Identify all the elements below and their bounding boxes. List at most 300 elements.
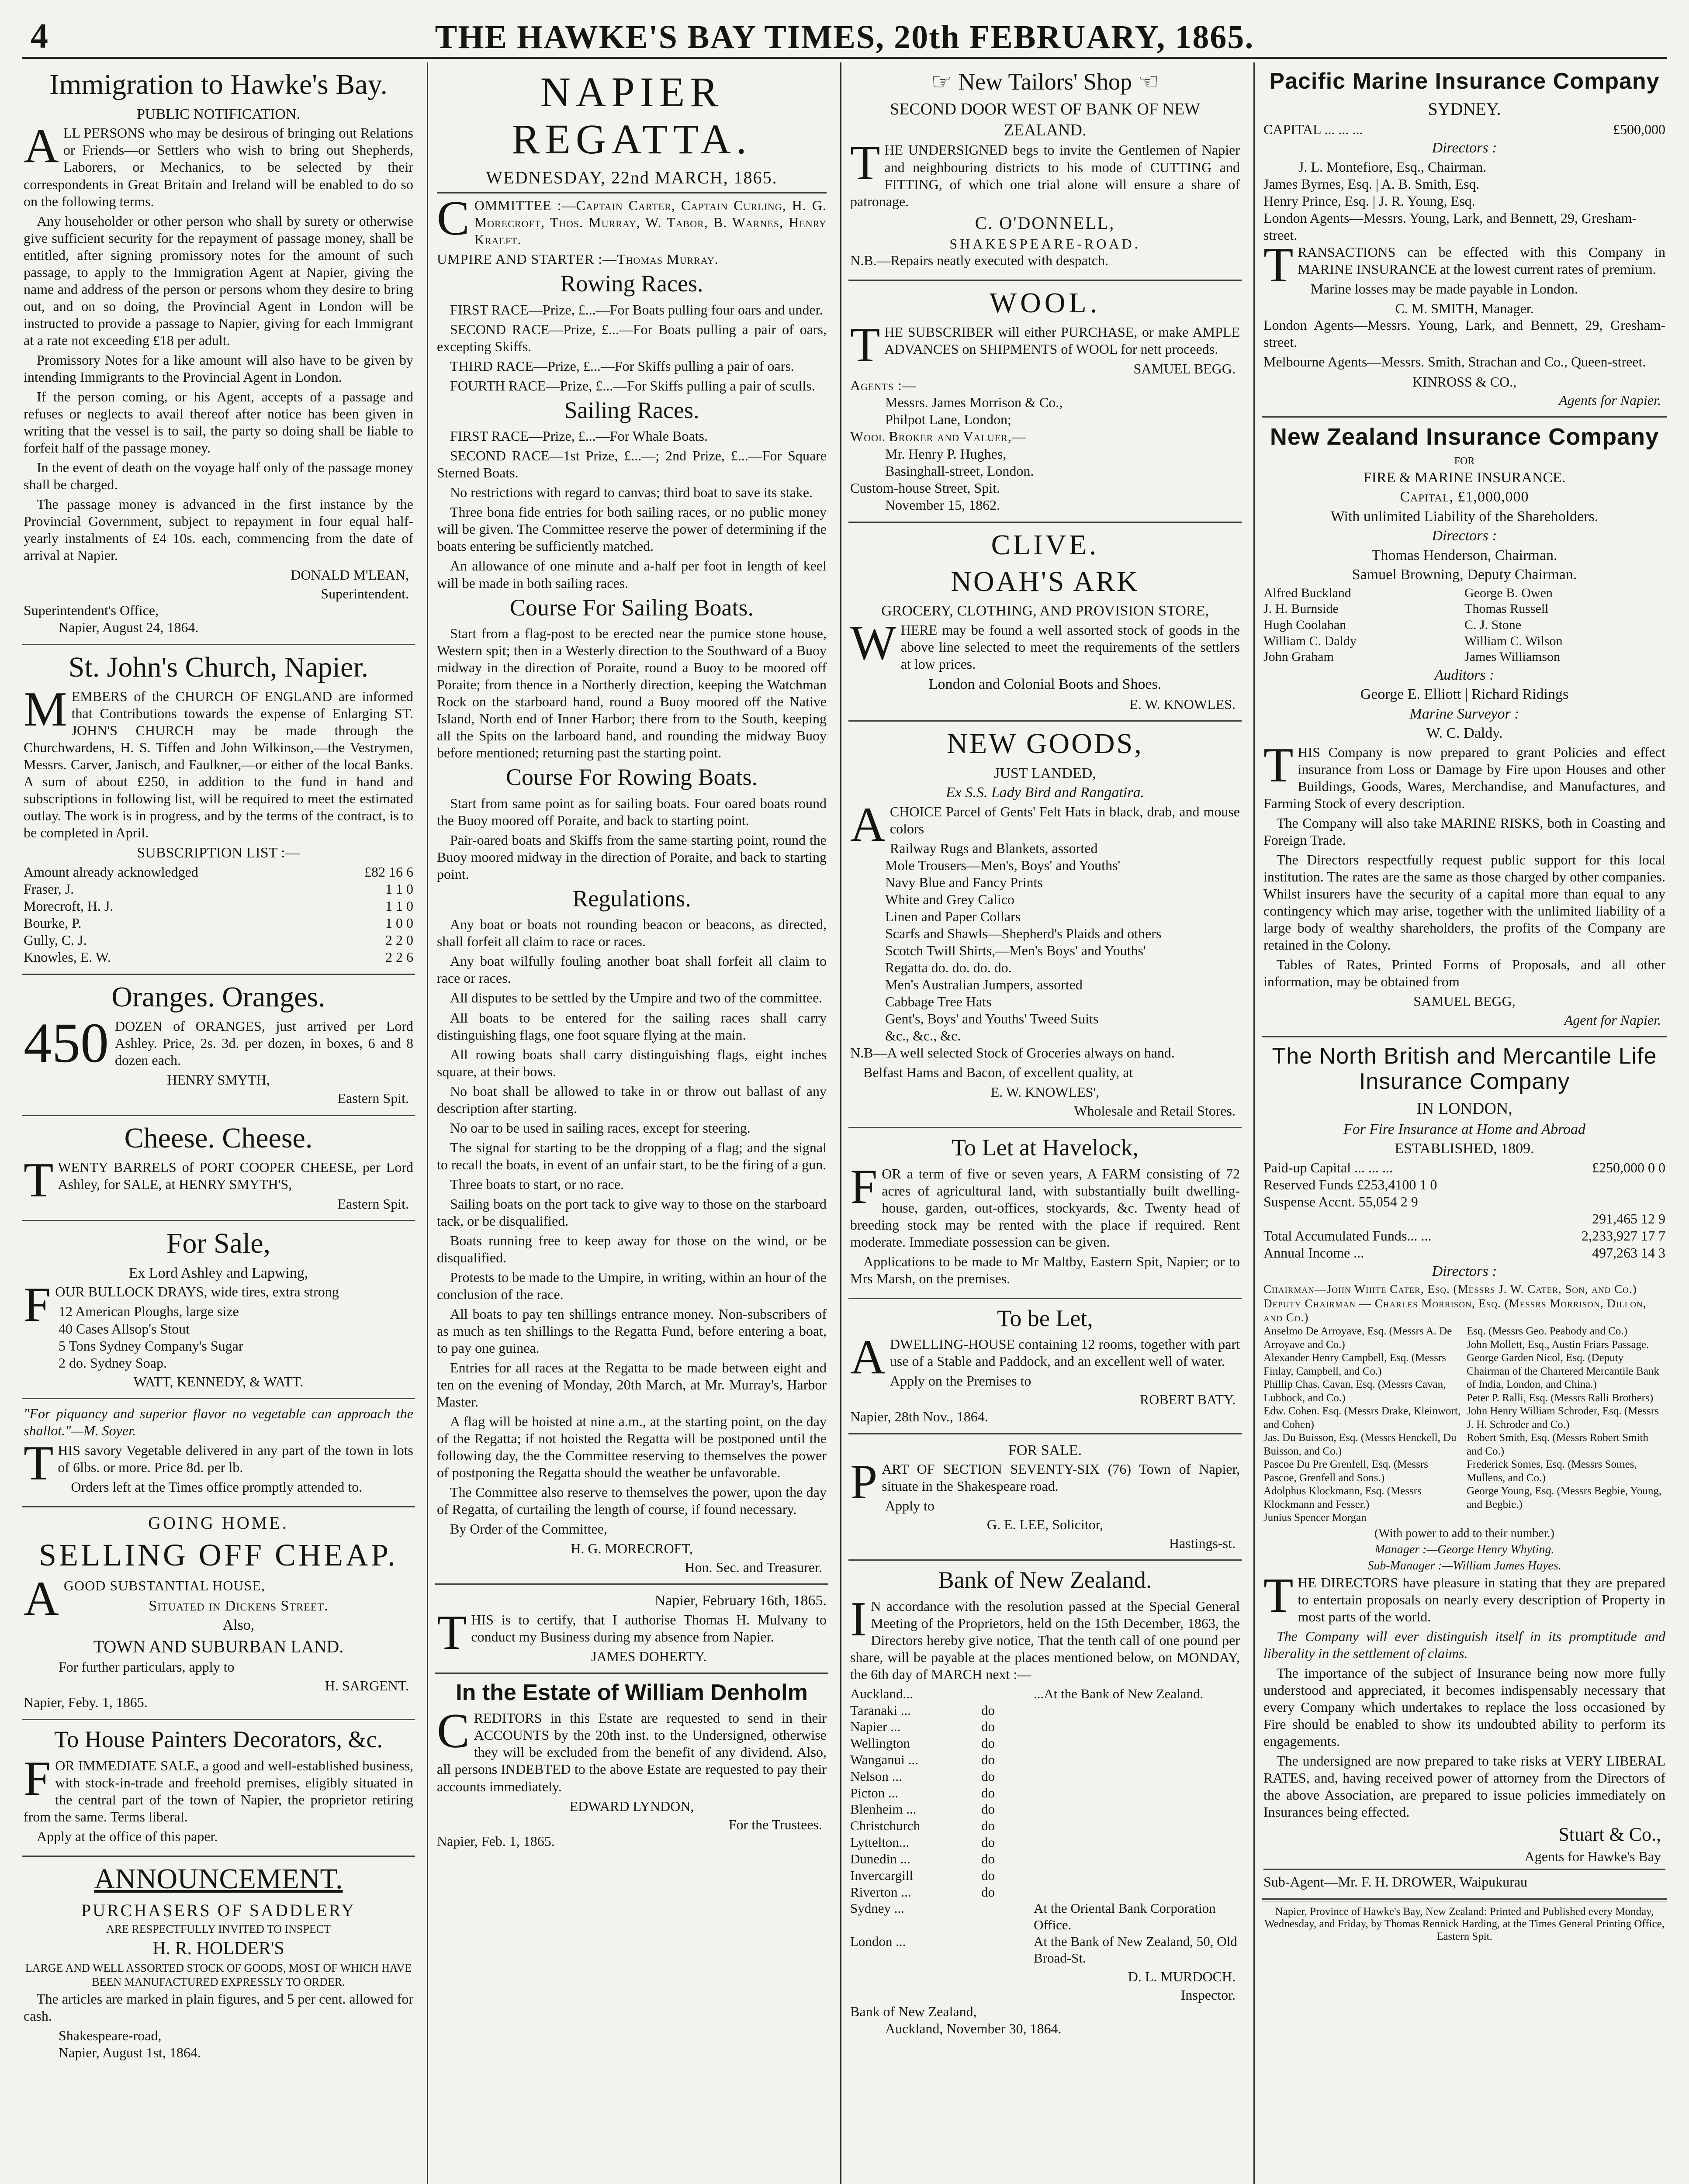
regulation-item: A flag will be hoisted at nine a.m., at the starting point, on the day of the Regatta; if not hoisted the Regatta will be postponed until the following day, the the Committee reserving to themselves the power of postponing the Regatta should the weather be unfavorable.	[437, 1413, 827, 1481]
finance-row	[1263, 1193, 1665, 1210]
ad-signer: C. O'DONNELL,	[975, 213, 1115, 233]
ad-subheading: London and Colonial Boots and Shoes.	[928, 676, 1162, 693]
ad-kicker: CLIVE.	[991, 529, 1099, 561]
table-row	[850, 1818, 1240, 1834]
list-item: Scotch Twill Shirts,—Men's Boys' and Youths'	[885, 943, 1146, 959]
branch-place: Wellington	[850, 1735, 910, 1751]
auditors-label: Auditors :	[1434, 667, 1495, 683]
agents-label: Agents :—	[850, 377, 917, 394]
manager-line: Sub-Manager :—William James Hayes.	[1367, 1559, 1561, 1572]
director-line: Samuel Browning, Deputy Chairman.	[1352, 567, 1577, 583]
column-rule	[1253, 62, 1255, 2184]
ad-heading: St. John's Church, Napier.	[68, 651, 369, 684]
director-name: Peter P. Ralli, Esq. (Messrs Ralli Brothers)	[1467, 1392, 1654, 1404]
ad-paragraph: Tables of Rates, Printed Forms of Proposals, and all other information, may be obtained from	[1263, 957, 1665, 990]
branch-place: Picton ...	[850, 1785, 899, 1800]
ad-doherty-notice	[435, 1585, 828, 1674]
director-line: London Agents—Messrs. Young, Lark, and Bennett, 29, Gresham-street.	[1263, 210, 1637, 243]
regulation-item: All boats to pay ten shillings entrance money. Non-subscribers of as much as ten shillings to the Regatta Fund, before entering a boat, to pay one guinea.	[437, 1306, 827, 1356]
section-heading: Rowing Races.	[560, 270, 703, 297]
ad-subheading: Ex S.S. Lady Bird and Rangatira.	[946, 784, 1144, 801]
ad-apply: Applications to be made to Mr Maltby, Eastern Spit, Napier; or to Mrs Marsh, on the premises.	[850, 1253, 1240, 1286]
ad-heading: ANNOUNCEMENT.	[94, 1863, 343, 1895]
list-item: 40 Cases Allsop's Stout	[59, 1320, 190, 1337]
ad-subheading: IN LONDON,	[1416, 1099, 1512, 1118]
ad-wool	[848, 281, 1242, 523]
list-item: 2 do. Sydney Soap.	[59, 1355, 167, 1371]
race-item: SECOND RACE—Prize, £...—For Boats pulling a pair of oars, excepting Skiffs.	[437, 321, 827, 354]
broker-label: Wool Broker and Valuer,—	[850, 429, 1026, 445]
director-name: Edw. Cohen. Esq. (Messrs Drake, Kleinwort, and Cohen)	[1263, 1405, 1461, 1431]
table-row	[850, 1735, 1240, 1752]
ad-paragraph: COMMITTEE :—Captain Carter, Captain Curling, H. G. Morecroft, Thos. Murray, W. Tabor, B. Warnes, Henry Kraeft.	[437, 191, 827, 248]
branch-where: At the Oriental Bank Corporation Office.	[1034, 1901, 1216, 1933]
table-row	[850, 1900, 1240, 1933]
regulation-item: Sailing boats on the port tack to give way to those on the starboard tack, or be disqualified.	[437, 1196, 827, 1229]
list-heading: SUBSCRIPTION LIST :—	[137, 845, 300, 861]
table-row	[850, 1785, 1240, 1801]
director-name: George B. Owen	[1464, 585, 1553, 600]
branch-where: do	[981, 1851, 995, 1866]
director-name: J. H. Burnside	[1263, 601, 1339, 616]
ad-signer: KINROSS & CO.,	[1412, 373, 1517, 390]
director-line: J. L. Montefiore, Esq., Chairman.	[1298, 159, 1487, 175]
regulation-item: All boats to be entered for the sailing races shall carry distinguishing flags, one foot square flying at the main.	[437, 1009, 827, 1043]
director-name: Thomas Russell	[1464, 601, 1549, 616]
bank-branch-table	[850, 1686, 1240, 1966]
ad-subheading: SECOND DOOR WEST OF BANK OF NEW ZEALAND.	[889, 100, 1201, 139]
race-item: FIRST RACE—Prize, £...—For Whale Boats.	[450, 428, 708, 444]
ad-signer: HENRY SMYTH,	[167, 1071, 270, 1088]
director-name: Pascoe Du Pre Grenfell, Esq. (Messrs Pascoe, Grenfell and Sons.)	[1263, 1458, 1429, 1484]
ad-paragraph: THIS savory Vegetable delivered in any part of the town in lots of 6lbs. or more. Price 8d. per lb.	[24, 1436, 413, 1491]
ad-paragraph: THE SUBSCRIBER will either PURCHASE, or make AMPLE ADVANCES on SHIPMENTS of WOOL for nett proceeds.	[850, 318, 1240, 372]
ad-heading-text: New Tailors' Shop	[958, 69, 1132, 95]
ad-date: November 15, 1862.	[885, 497, 1000, 513]
ad-signer-title: Superintendent.	[321, 585, 409, 601]
ad-heading: NAPIER REGATTA.	[512, 69, 752, 162]
ad-paragraph: The Company will also take MARINE RISKS, both in Coasting and Foreign Trade.	[1263, 815, 1665, 848]
list-item: Mole Trousers—Men's, Boys' and Youths'	[885, 857, 1121, 873]
ad-heading: Cheese. Cheese.	[124, 1122, 313, 1154]
ad-signer: G. E. LEE, Solicitor,	[986, 1517, 1104, 1533]
regulation-item: All disputes to be settled by the Umpire and two of the committee.	[450, 990, 823, 1006]
ad-paragraph: CREDITORS in this Estate are requested to send in their ACCOUNTS by the 20th inst. to the Undersigned, otherwise they will be excluded from the benefit of any dividend. Also, all persons INDEBTED to the above Estate are requested to pay their accounts immediately.	[437, 1704, 827, 1794]
ad-signer-title: Inspector.	[1180, 1987, 1236, 2003]
list-item-name: Gully, C. J.	[24, 932, 87, 948]
regulation-item: Any boat wilfully fouling another boat shall forfeit all claim to race or races.	[437, 953, 827, 986]
regulation-item: Protests to be made to the Umpire, in writing, within an hour of the conclusion of the race.	[437, 1269, 827, 1302]
column-4	[1262, 62, 1667, 2184]
manager-line: Manager :—George Henry Whyting.	[1374, 1542, 1554, 1556]
table-row	[850, 1933, 1240, 1966]
agent-line: Messrs. James Morrison & Co.,	[885, 394, 1063, 411]
ad-heading: WOOL.	[989, 287, 1101, 319]
list-item: &c., &c., &c.	[885, 1028, 961, 1044]
ad-heading: To be Let,	[997, 1305, 1093, 1331]
branch-place: Riverton ...	[850, 1884, 911, 1900]
ad-paragraph: THIS Company is now prepared to grant Policies and effect insurance from Loss or Damage by Fire upon Houses and other Buildings, Goods, Wares, Merchandise, and Manufactures, and Farming Stock of every description.	[1263, 738, 1665, 811]
ad-paragraph: THIS is to certify, that I authorise Thomas H. Mulvany to conduct my Business during my absence from Napier.	[437, 1605, 827, 1660]
ad-subheading: FOR SALE.	[1008, 1442, 1082, 1458]
table-row	[850, 1851, 1240, 1867]
ad-paragraph: TRANSACTIONS can be effected with this Company in MARINE INSURANCE at the lowest current rates of premium.	[1263, 238, 1665, 292]
ad-napier-regatta	[435, 62, 828, 1585]
ad-liability: With unlimited Liability of the Shareholders.	[1330, 508, 1599, 525]
ad-paragraph: MEMBERS of the CHURCH OF ENGLAND are informed that Contributions towards the expense of Enlarging ST. JOHN'S CHURCH may be made through the Churchwardens, H. S. Tiffen and John Wilkinson,—the Vestrymen, Messrs. Carver, Janisch, and Faulkner,—or either of the local Banks. A sum of about £250, in addition to the fund in hand and subscriptions in following list, will be required to meet the estimated outlay. The work is in progress, and by the terms of the contract, is to be completed in April.	[24, 682, 413, 841]
finance-row	[1263, 1210, 1665, 1227]
ad-paragraph: The Company will ever distinguish itself in its promptitude and liberality in the settlement of claims.	[1263, 1628, 1665, 1662]
list-item: Navy Blue and Fancy Prints	[885, 874, 1043, 890]
finance-row	[1263, 1176, 1665, 1193]
list-item	[24, 864, 413, 881]
finance-amount: 291,465 12 9	[1592, 1211, 1665, 1227]
ad-paragraph: DOZEN of ORANGES, just arrived per Lord Ashley. Price, 2s. 3d. per dozen, in boxes, 6 and 8 dozen each.	[115, 1018, 413, 1068]
directors-left	[1263, 585, 1464, 665]
branch-where: do	[981, 1884, 995, 1900]
ad-place: Eastern Spit.	[337, 1196, 409, 1212]
page-number: 4	[31, 17, 48, 55]
column-3	[848, 62, 1242, 2184]
ad-announcement	[22, 1857, 415, 2069]
ad-paragraph: Marine losses may be made payable in London.	[1311, 280, 1578, 297]
list-item-name: Fraser, J.	[24, 881, 74, 897]
table-row	[850, 1884, 1240, 1901]
ad-date: WEDNESDAY, 22nd MARCH, 1865.	[486, 168, 778, 188]
ad-noahs-ark	[848, 523, 1242, 722]
table-row	[850, 1702, 1240, 1719]
ad-paragraph: The undersigned are now prepared to take risks at VERY LIBERAL RATES, and, having received power of attorney from the Directors of the above Association, are prepared to issue policies immediately on Insurances being effected.	[1263, 1753, 1665, 1820]
ad-place: SHAKESPEARE-ROAD.	[949, 235, 1141, 252]
ad-signer: ROBERT BATY.	[1139, 1392, 1236, 1408]
director-name: Hugh Coolahan	[1263, 617, 1346, 632]
branch-where: At the Bank of New Zealand, 50, Old Broad-St.	[1034, 1933, 1237, 1966]
ad-signer: Stuart & Co.,	[1558, 1824, 1661, 1845]
director-line: James Byrnes, Esq. | A. B. Smith, Esq.	[1263, 176, 1480, 192]
ad-paragraph: In the event of death on the voyage half only of the passage money shall be charged.	[24, 460, 413, 493]
ad-signer-title: Hastings-st.	[1169, 1535, 1236, 1551]
ad-section-sale	[848, 1434, 1242, 1561]
ad-heading	[850, 69, 1240, 95]
list-item: 5 Tons Sydney Company's Sugar	[59, 1337, 243, 1354]
table-row	[850, 1686, 1240, 1702]
branch-where: do	[981, 1801, 995, 1817]
ad-signer-title: For the Trustees.	[728, 1816, 822, 1832]
ad-place: Shakespeare-road,	[59, 2027, 162, 2043]
list-item: 12 American Ploughs, large size	[59, 1303, 239, 1320]
list-item-name: Bourke, P.	[24, 915, 82, 931]
ad-to-be-let	[848, 1299, 1242, 1434]
columns	[22, 59, 1667, 2184]
branch-place: Napier ...	[850, 1719, 901, 1735]
ad-north-british	[1262, 1037, 1667, 1900]
ad-paragraph: ACHOICE Parcel of Gents' Felt Hats in black, drab, and mouse colors	[850, 797, 1240, 852]
section-heading: Course For Rowing Boats.	[505, 764, 758, 791]
list-item	[24, 932, 413, 949]
ad-signer: DONALD M'LEAN,	[291, 567, 409, 583]
director-line: Henry Prince, Esq. | J. R. Young, Esq.	[1263, 193, 1475, 209]
branch-place: Wanganui ...	[850, 1752, 918, 1768]
branch-where: do	[981, 1835, 995, 1850]
ad-paragraph: The articles are marked in plain figures, and 5 per cent. allowed for cash.	[24, 1990, 413, 2024]
ad-havelock	[848, 1128, 1242, 1299]
list-item: Linen and Paper Collars	[885, 909, 1021, 925]
ad-signer: E. W. KNOWLES',	[990, 1084, 1100, 1100]
pointing-hand-icon: ☞	[931, 69, 959, 95]
ad-subheading: TOWN AND SUBURBAN LAND.	[93, 1636, 344, 1656]
auditors-line: George E. Elliott | Richard Ridings	[1360, 686, 1569, 703]
ad-note: Apply at the office of this paper.	[37, 1828, 218, 1844]
ad-subheading: JUST LANDED,	[994, 765, 1096, 781]
director-line: Thomas Henderson, Chairman.	[1371, 547, 1557, 563]
ad-signer-title: Agents for Napier.	[1559, 392, 1661, 408]
ad-paragraph: Belfast Hams and Bacon, of excellent quality, at	[863, 1064, 1133, 1081]
section-heading: Regulations.	[572, 885, 691, 912]
branch-place: Blenheim ...	[850, 1801, 917, 1817]
masthead	[22, 9, 1667, 59]
ad-heading: The North British and Mercantile Life Insurance Company	[1272, 1043, 1657, 1095]
ad-paragraph: Start from same point as for sailing boats. Four oared boats round the Buoy moored off Poraite, and back to starting point.	[437, 795, 827, 828]
branch-where: do	[981, 1735, 995, 1751]
ad-paragraph: Promissory Notes for a like amount will also have to be given by intending Immigrants to the Provincial Agent in London.	[24, 352, 413, 385]
list-item-amount: 1 1 0	[385, 898, 413, 914]
finance-row	[1263, 1244, 1665, 1261]
column-2	[435, 62, 828, 2184]
list-item-name: Amount already acknowledged	[24, 864, 198, 880]
ad-apply: For further particulars, apply to	[59, 1659, 235, 1675]
table-row	[850, 1768, 1240, 1785]
branch-where: do	[981, 1768, 995, 1784]
section-heading: Course For Sailing Boats.	[509, 594, 754, 621]
ad-subheading: PURCHASERS OF SADDLERY	[81, 1900, 356, 1920]
ad-big-number: 450	[24, 1011, 109, 1075]
ad-paragraph: Three bona fide entries for both sailing races, or no public money will be given. The Committee reserve the power of determining if the boats entering be sufficiently matched.	[437, 504, 827, 554]
director-name: George Garden Nicol, Esq. (Deputy Chairman of the Chartered Mercantile Bank of India, London, and China.)	[1467, 1352, 1659, 1391]
branch-place: Nelson ...	[850, 1768, 902, 1784]
ad-paragraph: WHERE may be found a well assorted stock of goods in the above line selected to meet the requirements of the settlers at low prices.	[850, 615, 1240, 672]
director-name: George Young, Esq. (Messrs Begbie, Young, and Begbie.)	[1467, 1485, 1662, 1510]
ad-pacific-marine	[1262, 62, 1667, 418]
regulation-item: Boats running free to keep away for those on the wind, or be disqualified.	[437, 1232, 827, 1265]
list-item	[24, 898, 413, 915]
ad-paragraph: IN accordance with the resolution passed at the Special General Meeting of the Proprietors, held on the 15th December, 1863, the Directors hereby give notice, That the tenth call of one pound per share, will be payable at the places mentioned below, on MONDAY, the 6th day of MARCH next :—	[850, 1592, 1240, 1682]
divider	[1263, 1869, 1665, 1870]
race-item: FIRST RACE—Prize, £...—For Boats pulling four oars and under.	[450, 301, 823, 318]
ad-subheading: Also,	[222, 1617, 255, 1634]
capital-label: CAPITAL ... ... ...	[1263, 121, 1363, 138]
ad-signer: D. L. MURDOCH.	[1128, 1968, 1236, 1984]
ad-subheading: FOR	[1454, 455, 1475, 467]
finance-amount: £250,000 0 0	[1592, 1159, 1665, 1175]
ad-subheading: ARE RESPECTFULLY INVITED TO INSPECT	[106, 1922, 331, 1935]
ad-paragraph: The passage money is advanced in the first instance by the Provincial Government, subject to repayment in four equal half-yearly instalments of £4 10s. each, commencing from the date of arrival at Napier.	[24, 496, 413, 563]
ad-signer: SAMUEL BEGG,	[1413, 993, 1516, 1009]
director-name: Jas. Du Buisson, Esq. (Messrs Henckell, Du Buisson, and Co.)	[1263, 1432, 1457, 1457]
ad-date: Napier, August 1st, 1864.	[59, 2044, 201, 2060]
regulation-item: All rowing boats shall carry distinguishing flags, eight inches square, at their bows.	[437, 1046, 827, 1079]
ad-heading: For Sale,	[166, 1227, 271, 1260]
capital-amount: £500,000	[1613, 121, 1665, 138]
ad-by-order: By Order of the Committee,	[450, 1521, 607, 1537]
director-line: Chairman—John White Cater, Esq. (Messrs J. W. Cater, Son, and Co.)	[1263, 1282, 1637, 1296]
column-rule	[427, 62, 428, 2184]
list-item-amount: 1 1 0	[385, 881, 413, 897]
ad-capital: Capital, £1,000,000	[1400, 489, 1529, 505]
director-name: Esq. (Messrs Geo. Peabody and Co.)	[1467, 1325, 1628, 1337]
ad-paragraph: THE DIRECTORS have pleasure in stating that they are prepared to entertain proposals on nearly every description of Property in most parts of the world.	[1263, 1568, 1665, 1624]
ad-subheading: Situated in Dickens Street.	[149, 1597, 329, 1614]
ad-nz-insurance	[1262, 418, 1667, 1037]
branch-place: Sydney ...	[850, 1901, 904, 1916]
list-item-amount: 2 2 0	[385, 932, 413, 948]
ad-paragraph: Start from a flag-post to be erected near the pumice stone house, Western spit; then in a Westerly direction to the Southward of a Buoy midway in the direction of Poraite, round a Buoy to be moored off Poraite; from thence in a Northerly direction, keeping the Watchman Rock on the starboard hand, round a Buoy moored off the Native Island, North end of Inner Harbor; there from to the South, keeping all the Spits on the larboard hand, and rounding the midway Buoy before mentioned; returning past the starting point.	[437, 625, 827, 761]
race-item: THIRD RACE—Prize, £...—For Skiffs pulling a pair of oars.	[450, 358, 794, 374]
ad-heading: Pacific Marine Insurance Company	[1269, 69, 1660, 94]
branch-place: Invercargill	[850, 1867, 914, 1883]
ad-signer: JAMES DOHERTY.	[591, 1648, 707, 1664]
directors-label: Directors :	[1432, 140, 1497, 156]
director-name: Alfred Buckland	[1263, 585, 1351, 600]
table-row	[850, 1867, 1240, 1884]
table-row	[850, 1834, 1240, 1851]
ad-paragraph: ALL PERSONS who may be desirous of bringing out Relations or Friends—or Settlers who wish to bring out Shepherds, Laborers, or Mechanics, to be selected by their correspondents in Great Britain and Ireland will be enabled to do so on the following terms.	[24, 119, 413, 209]
ad-date: Napier, Feb. 1, 1865.	[437, 1833, 555, 1849]
ad-note: N.B.—Repairs neatly executed with despatch.	[850, 252, 1108, 268]
ad-heading: In the Estate of William Denholm	[456, 1680, 808, 1706]
ad-heading: NEW GOODS,	[947, 727, 1143, 760]
branch-where: do	[981, 1752, 995, 1768]
ad-subheading: PUBLIC NOTIFICATION.	[137, 106, 300, 122]
directors-grid	[1263, 1325, 1665, 1525]
list-item: Cabbage Tree Hats	[885, 994, 992, 1010]
list-item	[24, 949, 413, 966]
ad-subheading: For Fire Insurance at Home and Abroad	[1343, 1121, 1585, 1137]
director-name: Adolphus Klockmann, Esq. (Messrs Klockmann and Fesser.)	[1263, 1485, 1422, 1510]
ad-note: (With power to add to their number.)	[1374, 1526, 1554, 1540]
ad-church	[22, 645, 415, 975]
agents-line: Melbourne Agents—Messrs. Smith, Strachan and Co., Queen-street.	[1263, 354, 1646, 370]
finance-label: Suspense Accnt. 55,054 2 9	[1263, 1193, 1418, 1209]
ad-subheading: H. R. HOLDER'S	[152, 1939, 284, 1959]
list-item	[24, 915, 413, 932]
ad-signer-title: Wholesale and Retail Stores.	[1074, 1102, 1236, 1119]
director-name: William C. Daldy	[1263, 633, 1357, 648]
director-name: Frederick Somes, Esq. (Messrs Somes, Mullens, and Co.)	[1467, 1458, 1637, 1484]
ad-paragraph: The importance of the subject of Insurance being now more fully understood and appreciated, it becomes indispensably necessary that every Company which undertakes to replace the loss occasioned by Fire should be enabled to show its undoubted ability to perform its engagements.	[1263, 1665, 1665, 1749]
ad-subheading: FIRE & MARINE INSURANCE.	[1363, 469, 1566, 486]
race-item: FOURTH RACE—Prize, £...—For Skiffs pulling a pair of sculls.	[450, 377, 815, 394]
ad-signer-title: Agents for Hawke's Bay	[1524, 1849, 1661, 1865]
divider	[437, 192, 827, 194]
ad-signer-title: Agent for Napier.	[1564, 1012, 1661, 1028]
broker-line: Basinghall-street, London.	[885, 463, 1034, 479]
printer-imprint: Napier, Province of Hawke's Bay, New Zealand: Printed and Published every Monday, Wednesday, and Friday, by Thomas Rennick Harding, at the Times General Printing Office, Eastern Spit.	[1262, 1900, 1667, 1943]
finance-label: Total Accumulated Funds... ...	[1263, 1228, 1432, 1244]
finance-label: Reserved Funds £253,4100 1 0	[1263, 1176, 1437, 1192]
ad-paragraph: AGOOD SUBSTANTIAL HOUSE,	[24, 1571, 265, 1626]
ad-paragraph: TWENTY BARRELS of PORT COOPER CHEESE, per Lord Ashley, for SALE, at HENRY SMYTH'S,	[24, 1153, 413, 1207]
list-item-amount: 2 2 6	[385, 949, 413, 965]
branch-where: do	[981, 1818, 995, 1834]
ad-paragraph: Any householder or other person who shall by surety or otherwise give sufficient security for the repayment of passage money, shall be entitled, after signing promissory notes for the amount of such passage, to apply to the Immigration Agent at Napier, giving the name and address of the person or persons whom they desire to bring out, and on so doing, the Provincial Agent in London will be instructed to provide a passage to Napier, giving for each Immigrant at a rate not exceeding £18 per adult.	[24, 213, 413, 348]
column-1	[22, 62, 415, 2184]
ad-apply: Apply on the Premises to	[889, 1373, 1031, 1389]
ad-note: N.B—A well selected Stock of Groceries always on hand.	[850, 1045, 1175, 1061]
broker-line: Mr. Henry P. Hughes,	[885, 446, 1007, 462]
ad-selling-off	[22, 1507, 415, 1720]
list-item	[24, 881, 413, 898]
ad-heading: To Let at Havelock,	[951, 1134, 1139, 1161]
director-name: John Henry William Schroder, Esq. (Messrs J. H. Schroder and Co.)	[1467, 1405, 1659, 1431]
list-item-name: Knowles, E. W.	[24, 949, 111, 965]
ad-quote: "For piquancy and superior flavor no vegetable can approach the shallot."—M. Soyer.	[24, 1406, 413, 1439]
list-item: White and Grey Calico	[885, 891, 1014, 907]
director-name: John Graham	[1263, 650, 1334, 664]
branch-where: do	[981, 1702, 995, 1718]
director-name: Robert Smith, Esq. (Messrs Robert Smith and Co.)	[1467, 1432, 1648, 1457]
director-name: James Williamson	[1464, 650, 1561, 664]
list-item-amount: 1 0 0	[385, 915, 413, 931]
regulation-item: The Committee also reserve to themselves the power, upon the day of Regatta, of curtailing the length of course, if found necessary.	[437, 1484, 827, 1517]
pointing-hand-icon: ☜	[1132, 69, 1159, 95]
ad-paragraph: UMPIRE AND STARTER :—Thomas Murray.	[437, 251, 719, 267]
ad-subheading: ESTABLISHED, 1809.	[1395, 1140, 1534, 1157]
regulation-item: Any boat or boats not rounding beacon or beacons, as directed, shall forfeit all claim to race or races.	[437, 916, 827, 950]
ad-paragraph: ADWELLING-HOUSE containing 12 rooms, together with part use of a Stable and Paddock, and an excellent well of water.	[850, 1330, 1240, 1385]
branch-where: do	[981, 1785, 995, 1800]
director-line: Deputy Chairman — Charles Morrison, Esq. (Messrs Morrison, Dillon, and Co.)	[1263, 1296, 1647, 1324]
directors-left	[1263, 1325, 1467, 1525]
sub-agent-line: Sub-Agent—Mr. F. H. DROWER, Waipukurau	[1263, 1873, 1528, 1890]
ad-office: Custom-house Street, Spit.	[850, 480, 1000, 496]
ad-subheading: SYDNEY.	[1428, 99, 1501, 119]
branch-place: Lyttelton...	[850, 1835, 910, 1850]
ad-heading: Immigration to Hawke's Bay.	[49, 69, 388, 100]
ad-for-sale	[22, 1221, 415, 1399]
ad-denholm-estate	[435, 1674, 828, 1858]
table-row	[850, 1718, 1240, 1735]
regulation-item: No boat shall be allowed to take in or throw out ballast of any description after starting.	[437, 1083, 827, 1116]
race-item: SECOND RACE—1st Prize, £...—; 2nd Prize, £...—For Square Sterned Boats.	[437, 448, 827, 481]
ad-heading: New Zealand Insurance Company	[1270, 424, 1659, 450]
finance-label: Paid-up Capital ... ... ...	[1263, 1159, 1393, 1175]
director-name: William C. Wilson	[1464, 633, 1563, 648]
directors-right	[1467, 1325, 1665, 1525]
directors-right	[1464, 585, 1665, 665]
regulation-item: No oar to be used in sailing races, except for steering.	[450, 1120, 751, 1136]
list-item: Scarfs and Shawls—Shepherd's Plaids and others	[885, 926, 1162, 942]
regulation-item: Entries for all races at the Regatta to be made between eight and ten on the evening of Monday, 20th March, at Mr. Murray's, Harbor Master.	[437, 1360, 827, 1410]
ad-paragraph: THE UNDERSIGNED begs to invite the Gentlemen of Napier and neighbouring districts to his mode of CUTTING and FITTING, of which one trial alone will ensure a share of patronage.	[850, 136, 1240, 209]
ad-paragraph: An allowance of one minute and a-half per foot in length of keel will be made in both sailing races.	[437, 558, 827, 591]
ad-shallot	[22, 1399, 415, 1507]
finance-row	[1263, 1159, 1665, 1176]
director-name: Anselmo De Arroyave, Esq. (Messrs A. De Arroyave and Co.)	[1263, 1325, 1452, 1351]
branch-where: do	[981, 1867, 995, 1883]
ad-cheese	[22, 1116, 415, 1221]
finance-label: Annual Income ...	[1263, 1245, 1364, 1261]
ad-oranges	[22, 975, 415, 1116]
ad-signer: C. M. SMITH, Manager.	[1395, 301, 1534, 317]
director-name: Alexander Henry Campbell, Esq. (Messrs Finlay, Campbell, and Co.)	[1263, 1352, 1446, 1377]
ad-signer: E. W. KNOWLES.	[1129, 696, 1236, 712]
list-item: Men's Australian Jumpers, assorted	[885, 977, 1083, 993]
ad-bank-of-new-zealand	[848, 1561, 1242, 2045]
ad-paragraph: FOUR BULLOCK DRAYS, wide tires, extra strong	[24, 1278, 339, 1332]
branch-place: Taranaki ...	[850, 1702, 911, 1718]
ad-date: Napier, 28th Nov., 1864.	[850, 1408, 988, 1424]
ad-date: Napier, August 24, 1864.	[59, 619, 199, 635]
